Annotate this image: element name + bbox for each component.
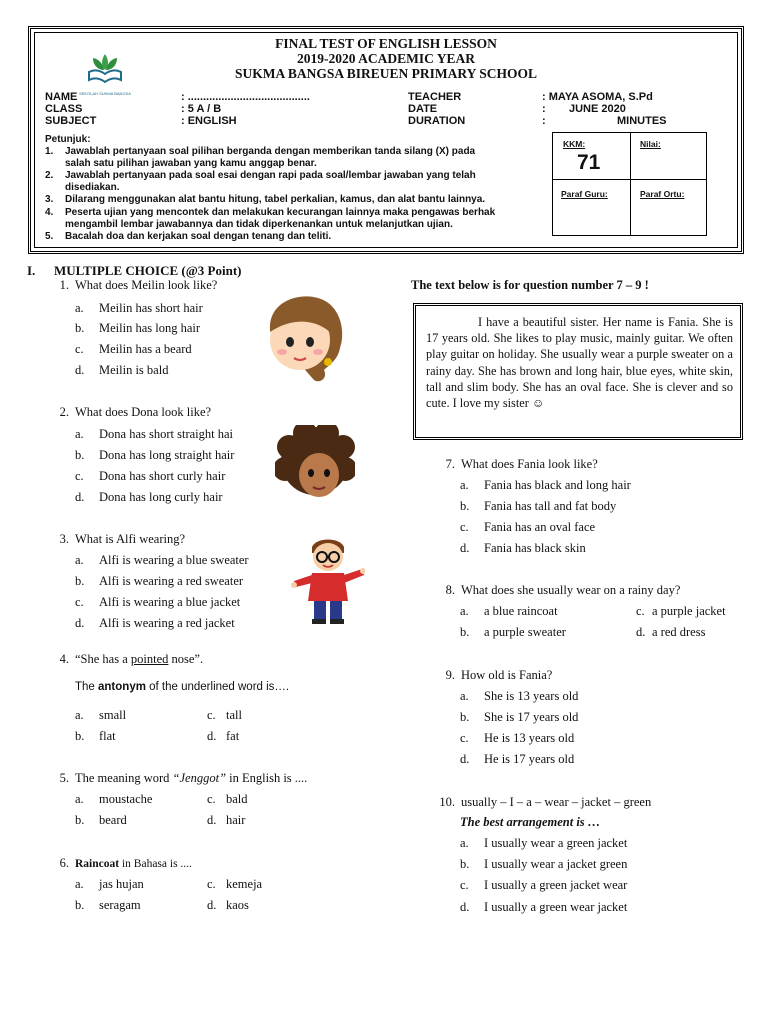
option-letter: b. xyxy=(75,321,85,335)
answer-option[interactable] xyxy=(460,731,574,746)
option-text: Dona has short straight hai xyxy=(99,427,234,441)
answer-option[interactable] xyxy=(75,877,144,892)
answer-option[interactable] xyxy=(460,625,566,640)
nilai-label: Nilai: xyxy=(640,139,661,149)
option-text: Dona has long straight hair xyxy=(99,448,235,462)
option-text: Dona has long curly hair xyxy=(99,490,223,504)
paraf-guru-label: Paraf Guru: xyxy=(561,189,608,199)
answer-option[interactable] xyxy=(75,448,234,463)
option-letter: d. xyxy=(75,616,85,630)
school-name: SUKMA BANGSA BIREUEN PRIMARY SCHOOL xyxy=(234,66,538,81)
instruction-text: Jawablah pertanyaan soal pilihan berganda dengan memberikan tanda silang (X) pada xyxy=(65,146,476,157)
answer-option[interactable] xyxy=(460,836,627,851)
answer-option[interactable] xyxy=(207,792,248,807)
answer-option[interactable] xyxy=(460,520,595,535)
girl-illustration xyxy=(258,290,350,385)
option-text: small xyxy=(99,708,127,722)
option-letter: c. xyxy=(460,731,469,745)
option-letter: a. xyxy=(75,877,84,891)
option-letter: b. xyxy=(460,857,470,871)
answer-option[interactable] xyxy=(207,877,262,892)
arrangement-subtitle: The best arrangement is … xyxy=(460,815,601,829)
answer-option[interactable] xyxy=(636,604,726,619)
option-letter: c. xyxy=(460,520,469,534)
option-text: seragam xyxy=(99,898,141,912)
answer-option[interactable] xyxy=(75,729,116,744)
kkm-label: KKM: xyxy=(563,139,586,149)
answer-option[interactable] xyxy=(460,900,627,915)
date-label: DATE xyxy=(408,103,438,115)
duration-colon: : xyxy=(542,115,546,127)
option-text: tall xyxy=(226,708,242,722)
option-text: Fania has black and long hair xyxy=(484,478,631,492)
academic-year: 2019-2020 ACADEMIC YEAR xyxy=(297,51,475,66)
instruction-number: 3. xyxy=(45,194,54,205)
answer-option[interactable] xyxy=(460,710,578,725)
question-text: in Bahasa is .... xyxy=(119,858,192,870)
answer-option[interactable] xyxy=(75,301,203,316)
reading-passage: I have a beautiful sister. Her name is Fania. She is 17 years old. She likes to play music, mainly guitar. We often play guitar on holiday. She usually wear a purple sweater on a rainy day. She has brown and long hair, blue eyes, white skin, tall and slim body. She has an oval face. She is clever and so cute. I love my sister ☺ xyxy=(426,315,733,411)
option-letter: b. xyxy=(460,499,470,513)
option-letter: d. xyxy=(460,541,470,555)
duration-value: MINUTES xyxy=(617,115,667,127)
option-letter: c. xyxy=(75,342,84,356)
instruction-text: Jawablah pertanyaan pada soal esai dengan rapi pada soal/lembar jawaban yang telah xyxy=(65,170,476,181)
option-text: She is 13 years old xyxy=(484,689,579,703)
instruction-text: disediakan. xyxy=(65,182,120,193)
question-text: What does she usually wear on a rainy day? xyxy=(461,583,681,597)
emphasized-word: Raincoat xyxy=(75,858,120,870)
answer-option[interactable] xyxy=(75,363,168,378)
option-text: a blue raincoat xyxy=(484,604,558,618)
question-number: 4. xyxy=(59,652,69,666)
option-letter: d. xyxy=(207,813,217,827)
date-value: JUNE 2020 xyxy=(569,103,626,115)
option-letter: b. xyxy=(75,898,85,912)
option-text: Alfi is wearing a blue jacket xyxy=(99,595,241,609)
answer-option[interactable] xyxy=(75,490,223,505)
option-text: a red dress xyxy=(652,625,706,639)
option-letter: d. xyxy=(460,752,470,766)
option-text: Meilin has short hair xyxy=(99,301,203,315)
question-number: 9. xyxy=(445,668,455,682)
option-letter: a. xyxy=(75,792,84,806)
option-letter: a. xyxy=(75,708,84,722)
answer-option[interactable] xyxy=(636,625,705,640)
question xyxy=(47,532,185,547)
question xyxy=(47,278,217,293)
option-letter: c. xyxy=(460,878,469,892)
option-text: Alfi is wearing a red jacket xyxy=(99,616,235,630)
instruction-text: Bacalah doa dan kerjakan soal dengan tenang dan teliti. xyxy=(65,231,332,242)
class-value: : 5 A / B xyxy=(181,103,222,115)
question-text: What does Meilin look like? xyxy=(75,278,218,292)
answer-option[interactable] xyxy=(75,574,243,589)
instructions-title: Petunjuk: xyxy=(45,134,91,145)
underlined-word: pointed xyxy=(130,652,169,666)
paraf-ortu-label: Paraf Ortu: xyxy=(640,189,685,199)
option-letter: c. xyxy=(636,604,645,618)
grade-divider xyxy=(553,179,706,180)
question-number: 7. xyxy=(445,457,455,471)
answer-option[interactable] xyxy=(75,898,141,913)
question-text: The xyxy=(75,681,99,693)
option-letter: b. xyxy=(460,710,470,724)
question-text: in English is .... xyxy=(226,771,308,785)
question-number: 1. xyxy=(59,278,69,292)
question-number: 5. xyxy=(59,771,69,785)
option-text: beard xyxy=(99,813,127,827)
instruction-text: salah satu pilihan jawaban yang kamu anggap benar. xyxy=(65,158,317,169)
option-text: I usually wear a jacket green xyxy=(484,857,628,871)
option-letter: a. xyxy=(75,301,84,315)
reading-passage-box xyxy=(413,303,743,440)
answer-option[interactable] xyxy=(460,878,627,893)
answer-option[interactable] xyxy=(75,616,235,631)
question-text: The meaning word xyxy=(75,771,173,785)
option-letter: a. xyxy=(460,478,469,492)
answer-option[interactable] xyxy=(207,729,239,744)
answer-option[interactable] xyxy=(207,898,249,913)
option-text: flat xyxy=(99,729,116,743)
instruction-number: 2. xyxy=(45,170,54,181)
instruction-number: 1. xyxy=(45,146,54,157)
option-text: Meilin has long hair xyxy=(99,321,201,335)
option-text: Fania has black skin xyxy=(484,541,586,555)
option-letter: c. xyxy=(75,595,84,609)
question-text: What is Alfi wearing? xyxy=(75,532,186,546)
option-letter: b. xyxy=(460,625,470,639)
question-text: nose”. xyxy=(168,652,204,666)
option-text: Alfi is wearing a red sweater xyxy=(99,574,244,588)
option-letter: c. xyxy=(75,469,84,483)
instruction-number: 5. xyxy=(45,231,54,242)
option-letter: c. xyxy=(207,792,216,806)
option-letter: a. xyxy=(460,604,469,618)
option-letter: d. xyxy=(207,898,217,912)
option-letter: b. xyxy=(75,729,85,743)
option-letter: d. xyxy=(460,900,470,914)
option-letter: d. xyxy=(75,363,85,377)
question-text: of the underlined word is…. xyxy=(145,681,290,693)
subject-value: : ENGLISH xyxy=(181,115,237,127)
answer-option[interactable] xyxy=(75,553,249,568)
answer-option[interactable] xyxy=(75,708,126,723)
answer-option[interactable] xyxy=(207,708,242,723)
girl-face-icon xyxy=(258,290,350,385)
question-number: 8. xyxy=(445,583,455,597)
instruction-text: Dilarang menggunakan alat bantu hitung, tabel perkalian, kamus, dan alat bantu lainnya. xyxy=(65,194,486,205)
question-text: What does Dona look like? xyxy=(75,405,212,419)
option-text: I usually a green jacket wear xyxy=(484,878,628,892)
question xyxy=(47,405,211,420)
instruction-text: mengambil lembar jawabannya dan tidak diperkenankan untuk melanjutkan ujian. xyxy=(65,219,453,230)
option-text: a purple jacket xyxy=(652,604,726,618)
question xyxy=(47,771,307,786)
kkm-value: 71 xyxy=(577,151,601,174)
duration-label: DURATION xyxy=(408,115,466,127)
question xyxy=(433,668,552,683)
question-text: How old is Fania? xyxy=(461,668,553,682)
question xyxy=(47,652,203,667)
answer-option[interactable] xyxy=(460,689,578,704)
option-letter: b. xyxy=(75,574,85,588)
question xyxy=(433,795,651,810)
question xyxy=(433,583,680,598)
logo-text: SEKOLAH SUKMA BANGSA xyxy=(79,91,131,96)
question-text: usually – I – a – wear – jacket – green xyxy=(461,795,652,809)
option-text: bald xyxy=(226,792,248,806)
answer-option[interactable] xyxy=(75,792,152,807)
question xyxy=(433,457,598,472)
option-letter: a. xyxy=(460,836,469,850)
test-title: FINAL TEST OF ENGLISH LESSON xyxy=(275,36,497,51)
question-text: “She has a xyxy=(75,652,131,666)
option-text: I usually a green wear jacket xyxy=(484,900,628,914)
answer-option[interactable] xyxy=(460,604,558,619)
option-text: Meilin has a beard xyxy=(99,342,192,356)
answer-option[interactable] xyxy=(460,499,616,514)
answer-option[interactable] xyxy=(460,478,631,493)
section-title: MULTIPLE CHOICE (@3 Point) xyxy=(54,263,242,278)
name-value: : ........................................ xyxy=(181,91,310,103)
answer-option[interactable] xyxy=(460,752,574,767)
option-text: She is 17 years old xyxy=(484,710,579,724)
answer-option[interactable] xyxy=(460,857,627,872)
boy-red-sweater-icon xyxy=(290,535,365,625)
question-number: 2. xyxy=(59,405,69,419)
option-text: Dona has short curly hair xyxy=(99,469,226,483)
book-leaf-icon xyxy=(75,48,135,88)
option-text: Fania has tall and fat body xyxy=(484,499,617,513)
answer-option[interactable] xyxy=(75,813,127,828)
date-colon: : xyxy=(542,103,546,115)
option-letter: a. xyxy=(460,689,469,703)
teacher-label: TEACHER xyxy=(408,91,462,103)
option-text: Fania has an oval face xyxy=(484,520,596,534)
answer-option[interactable] xyxy=(75,427,233,442)
boy-illustration xyxy=(290,535,365,625)
option-letter: a. xyxy=(75,427,84,441)
question-number: 3. xyxy=(59,532,69,546)
emphasized-word: antonym xyxy=(98,681,146,693)
option-text: Meilin is bald xyxy=(99,363,169,377)
question-number: 10. xyxy=(439,795,455,809)
answer-option[interactable] xyxy=(207,813,245,828)
reading-heading: The text below is for question number 7 – 9 ! xyxy=(411,278,649,292)
question-number: 6. xyxy=(59,856,69,870)
answer-option[interactable] xyxy=(460,541,586,556)
class-label: CLASS xyxy=(45,103,83,115)
option-letter: d. xyxy=(636,625,646,639)
option-text: He is 17 years old xyxy=(484,752,575,766)
option-text: moustache xyxy=(99,792,153,806)
question-subtext xyxy=(75,681,289,693)
option-text: fat xyxy=(226,729,240,743)
option-text: Alfi is wearing a blue sweater xyxy=(99,553,249,567)
teacher-value: : MAYA ASOMA, S.Pd xyxy=(542,91,653,103)
curly-hair-girl-illustration xyxy=(275,425,355,505)
option-text: kaos xyxy=(226,898,249,912)
option-letter: d. xyxy=(75,490,85,504)
option-letter: c. xyxy=(207,708,216,722)
option-text: I usually wear a green jacket xyxy=(484,836,628,850)
answer-option[interactable] xyxy=(75,342,192,357)
option-letter: c. xyxy=(207,877,216,891)
option-letter: b. xyxy=(75,448,85,462)
option-letter: b. xyxy=(75,813,85,827)
grade-box xyxy=(552,132,707,236)
grade-divider xyxy=(630,133,631,235)
option-text: jas hujan xyxy=(99,877,144,891)
option-text: hair xyxy=(226,813,246,827)
school-logo xyxy=(75,48,135,96)
answer-option[interactable] xyxy=(75,595,240,610)
question-text: What does Fania look like? xyxy=(461,457,598,471)
italic-word: “Jenggot” xyxy=(172,771,227,785)
section-roman: I. xyxy=(27,263,36,278)
option-text: He is 13 years old xyxy=(484,731,575,745)
answer-option[interactable] xyxy=(75,469,225,484)
instruction-number: 4. xyxy=(45,207,54,218)
name-label: NAME xyxy=(45,91,78,103)
subject-label: SUBJECT xyxy=(45,115,97,127)
curly-hair-face-icon xyxy=(275,425,355,505)
option-text: a purple sweater xyxy=(484,625,566,639)
answer-option[interactable] xyxy=(75,321,200,336)
option-letter: d. xyxy=(207,729,217,743)
question xyxy=(47,856,192,871)
option-text: kemeja xyxy=(226,877,263,891)
instruction-text: Peserta ujian yang mencontek dan melakukan kecurangan lainnya maka pengawas berhak xyxy=(65,207,496,218)
option-letter: a. xyxy=(75,553,84,567)
